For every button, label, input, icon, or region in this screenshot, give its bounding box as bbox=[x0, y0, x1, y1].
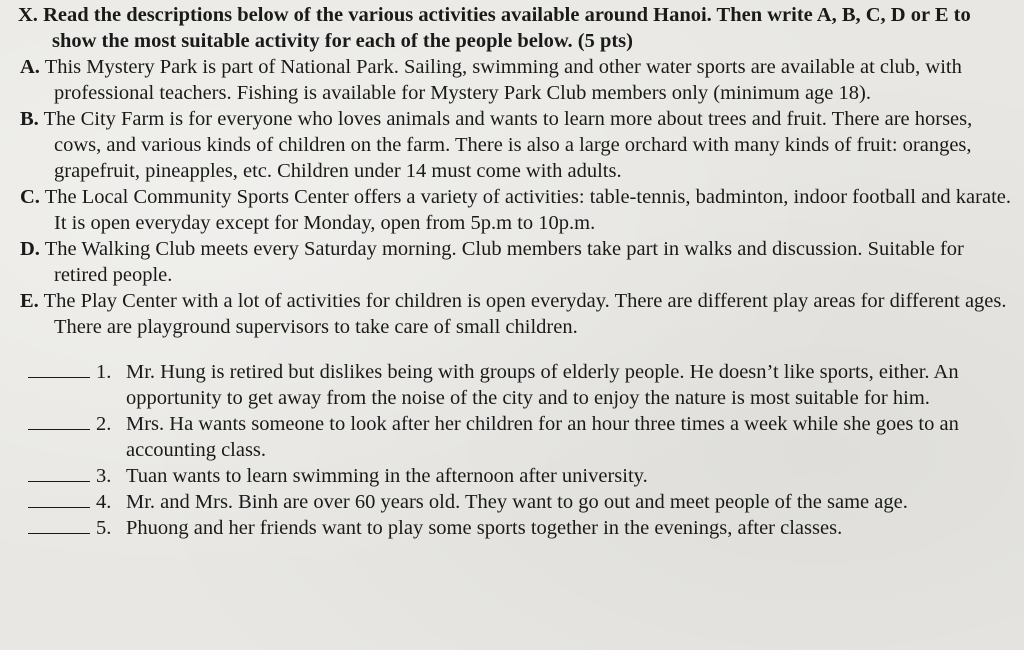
description-c bbox=[8, 184, 1014, 236]
description-text: The Play Center with a lot of activities for children is open everyday. There are different play areas for different ages. There are playground supervisors to take care of small children. bbox=[43, 290, 1007, 338]
activity-descriptions bbox=[8, 54, 1014, 340]
section-gap bbox=[8, 340, 1014, 359]
question-2 bbox=[8, 411, 1014, 463]
description-letter: A. bbox=[20, 56, 40, 78]
question-list bbox=[8, 359, 1014, 541]
question-text: Mr. and Mrs. Binh are over 60 years old. They want to go out and meet people of the same age. bbox=[126, 491, 908, 513]
answer-blank[interactable] bbox=[28, 507, 90, 508]
question-number: 4. bbox=[96, 491, 112, 513]
question-5 bbox=[8, 515, 1014, 541]
question-text: Tuan wants to learn swimming in the afternoon after university. bbox=[126, 465, 648, 487]
description-letter: B. bbox=[20, 108, 39, 130]
description-letter: C. bbox=[20, 186, 40, 208]
exercise-heading bbox=[8, 2, 1014, 54]
question-1 bbox=[8, 359, 1014, 411]
question-text: Mr. Hung is retired but dislikes being with groups of elderly people. He doesn’t like sports, either. An opportunity to get away from the noise of the city and to enjoy the nature is most suitable for him. bbox=[126, 361, 959, 409]
answer-blank[interactable] bbox=[28, 533, 90, 534]
question-3 bbox=[8, 463, 1014, 489]
description-text: The Walking Club meets every Saturday morning. Club members take part in walks and discussion. Suitable for retired people. bbox=[44, 238, 964, 286]
description-e bbox=[8, 288, 1014, 340]
description-text: The Local Community Sports Center offers a variety of activities: table-tennis, badminton, indoor football and karate. It is open everyday except for Monday, open from 5p.m to 10p.m. bbox=[44, 186, 1011, 234]
exercise-number: X. bbox=[18, 4, 38, 26]
question-text: Phuong and her friends want to play some sports together in the evenings, after classes. bbox=[126, 517, 843, 539]
exercise-instruction: Read the descriptions below of the various activities available around Hanoi. Then write A, B, C, D or E to show the most suitable activity for each of the people below. (5 pts) bbox=[43, 4, 971, 52]
question-number: 3. bbox=[96, 465, 112, 487]
description-letter: D. bbox=[20, 238, 40, 260]
answer-blank[interactable] bbox=[28, 377, 90, 378]
description-a bbox=[8, 54, 1014, 106]
answer-blank[interactable] bbox=[28, 481, 90, 482]
question-number: 5. bbox=[96, 517, 112, 539]
question-text: Mrs. Ha wants someone to look after her children for an hour three times a week while she goes to an accounting class. bbox=[126, 413, 959, 461]
answer-blank[interactable] bbox=[28, 429, 90, 430]
description-b bbox=[8, 106, 1014, 184]
description-letter: E. bbox=[20, 290, 39, 312]
question-number: 2. bbox=[96, 413, 112, 435]
description-d bbox=[8, 236, 1014, 288]
question-4 bbox=[8, 489, 1014, 515]
description-text: The City Farm is for everyone who loves animals and wants to learn more about trees and fruit. There are horses, cows, and various kinds of children on the farm. There is also a large orchard with many kinds of fruit: oranges, grapefruit, pineapples, etc. Children under 14 must come with adults. bbox=[43, 108, 973, 182]
description-text: This Mystery Park is part of National Park. Sailing, swimming and other water sports are available at club, with professional teachers. Fishing is available for Mystery Park Club members only (minimum age 18). bbox=[44, 56, 962, 104]
question-number: 1. bbox=[96, 361, 112, 383]
